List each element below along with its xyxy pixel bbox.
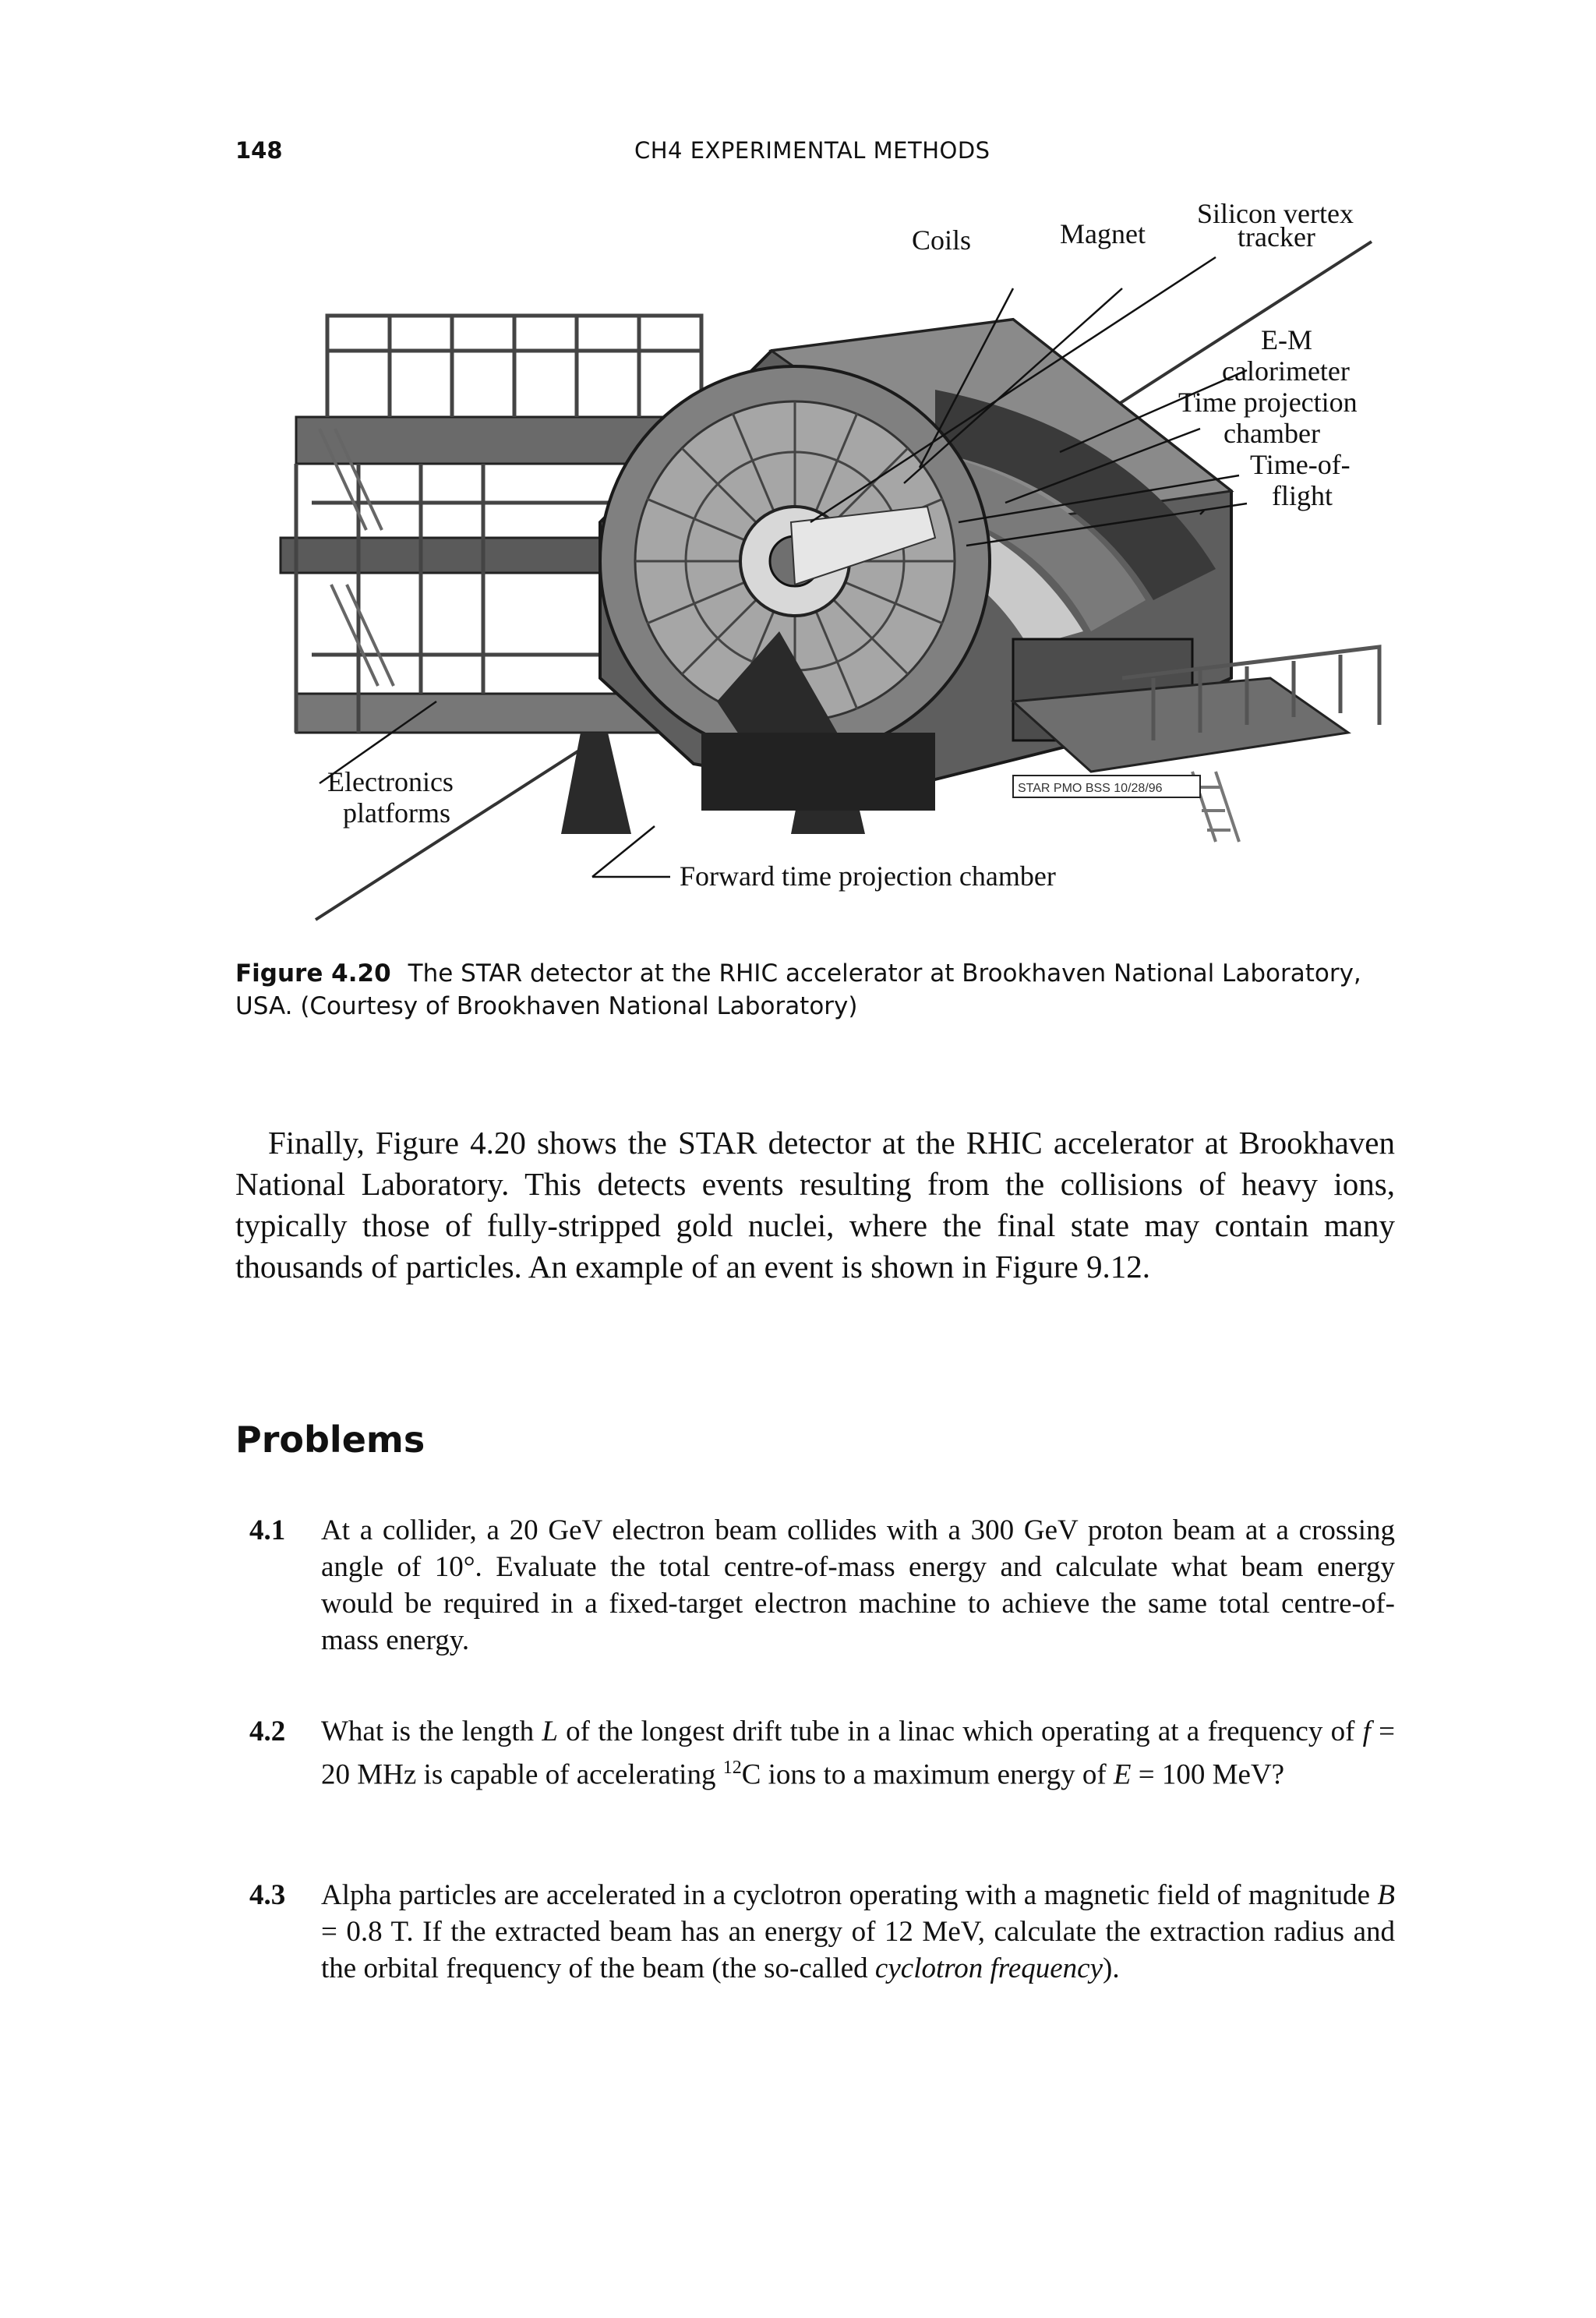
- label-silicon-vertex-1: Silicon vertex: [1197, 198, 1354, 229]
- running-head: CH4 EXPERIMENTAL METHODS: [634, 137, 990, 164]
- problem-4-3: [249, 1877, 1395, 1987]
- problem-number: 4.1: [249, 1514, 286, 1546]
- label-tpc-2: chamber: [1223, 418, 1320, 449]
- figure-caption: [235, 957, 1395, 1023]
- drawing-stamp: STAR PMO BSS 10/28/96: [1018, 782, 1163, 795]
- problem-number: 4.2: [249, 1716, 286, 1747]
- problems-heading: Problems: [235, 1419, 425, 1461]
- problem-text: Alpha particles are accelerated in a cyclotron operating with a magnetic field of magnitude B = 0.8 T. If the extracted beam has an energy of 12 MeV, calculate the extraction radius and the orbital frequency of the beam (the so-called cyclotron frequency).: [321, 1879, 1395, 1984]
- label-em-1: E-M: [1261, 324, 1312, 355]
- label-tof-1: Time-of-: [1250, 449, 1351, 480]
- problem-text: At a collider, a 20 GeV electron beam collides with a 300 GeV proton beam at a crossing angle of 10°. Evaluate the total centre-of-mass energy and calculate what beam energy would be required in a fixed-target electron machine to achieve the same total centre-of-mass energy.: [321, 1514, 1395, 1656]
- label-em-2: calorimeter: [1222, 355, 1350, 387]
- label-magnet: Magnet: [1060, 218, 1146, 249]
- problem-4-1: [249, 1512, 1395, 1659]
- caption-label: Figure 4.20: [235, 959, 391, 988]
- caption-text: The STAR detector at the RHIC accelerator at Brookhaven National Laboratory, USA. (Courtesy of Brookhaven National Laboratory): [235, 959, 1361, 1020]
- star-detector-illustration: [234, 195, 1403, 935]
- problem-text: What is the length L of the longest drift tube in a linac which operating at a frequency of f = 20 MHz is capable of accelerating $^{12}$C ions to a maximum energy of E = 100 MeV?: [321, 1716, 1395, 1791]
- label-coils: Coils: [912, 224, 972, 256]
- page-number: 148: [235, 137, 283, 164]
- label-electronics-2: platforms: [343, 797, 450, 829]
- label-tof-2: flight: [1272, 480, 1333, 511]
- body-paragraph: Finally, Figure 4.20 shows the STAR detector at the RHIC accelerator at Brookhaven National Laboratory. This detects events resulting from the collisions of heavy ions, typically those of fully-stripped gold nuclei, where the final state may contain many thousands of particles. An example of an event is shown in Figure 9.12.: [235, 1125, 1395, 1284]
- label-forward-tpc: Forward time projection chamber: [680, 860, 1056, 892]
- label-electronics-1: Electronics: [327, 766, 454, 797]
- label-silicon-vertex-2: tracker: [1238, 221, 1315, 253]
- problem-number: 4.3: [249, 1879, 286, 1911]
- problem-4-2: [249, 1713, 1395, 1793]
- label-tpc-1: Time projection: [1178, 387, 1358, 418]
- star-detector-figure: [234, 195, 1403, 935]
